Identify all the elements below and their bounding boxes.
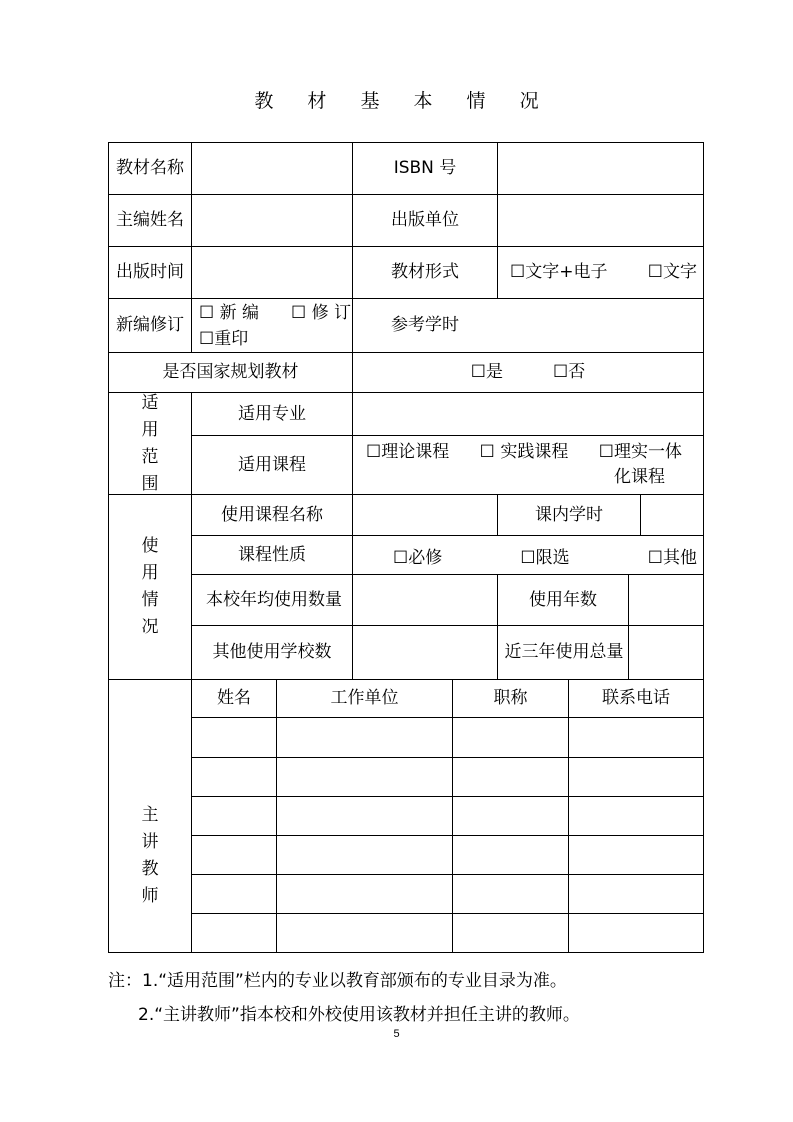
checkbox-icon: ☐ <box>290 303 307 323</box>
option-no[interactable]: ☐否 <box>553 362 586 382</box>
chief-editor-label: 主编姓名 <box>116 210 184 230</box>
form-option-text-electronic[interactable]: ☐文字+电子 <box>510 262 608 282</box>
teacher-header-name: 姓名 <box>217 688 251 708</box>
pub-date-label: 出版时间 <box>116 262 184 282</box>
national-plan-label: 是否国家规划教材 <box>162 362 299 382</box>
page-title: 教 材 基 本 情 况 <box>254 90 553 112</box>
publisher-label: 出版单位 <box>391 210 459 230</box>
major-field[interactable] <box>353 393 703 435</box>
course-label: 适用课程 <box>238 454 306 475</box>
edition-option-revised[interactable]: ☐ 修 订 <box>290 303 351 323</box>
checkbox-icon: ☐ <box>479 442 495 462</box>
table-line <box>108 952 704 953</box>
course-options-row <box>366 440 698 490</box>
checkbox-icon: ☐ <box>553 362 569 382</box>
nature-option-other[interactable]: ☐其他 <box>647 547 697 568</box>
nature-option-limited[interactable]: ☐限选 <box>520 547 570 568</box>
edition-type-options <box>199 300 351 352</box>
note-1: 注：1.“适用范围”栏内的专业以教育部颁布的专业目录为准。 <box>108 971 567 991</box>
course-type-options <box>366 440 698 490</box>
checkbox-icon: ☐ <box>199 303 215 323</box>
checkbox-icon: ☐ <box>393 547 409 568</box>
checkbox-icon: ☐ <box>470 362 486 382</box>
table-line <box>191 757 704 758</box>
usage-label: 使 用 情 况 <box>141 536 159 637</box>
course-name-field[interactable] <box>353 495 497 535</box>
form-option-text[interactable]: ☐文字 <box>647 262 697 282</box>
course-name-label: 使用课程名称 <box>221 504 323 525</box>
course-nature-options <box>393 536 697 574</box>
edition-option-new[interactable]: ☐ 新 编 <box>199 303 260 323</box>
table-line <box>191 874 704 875</box>
other-schools-field[interactable] <box>353 626 497 679</box>
table-line <box>703 142 704 953</box>
teacher-header-phone: 联系电话 <box>602 688 670 708</box>
course-option-practice[interactable]: ☐ 实践课程 <box>479 442 569 462</box>
table-line <box>452 679 453 953</box>
edition-type-label: 新编修订 <box>116 315 184 335</box>
table-line <box>276 679 277 953</box>
checkbox-icon: ☐ <box>520 547 536 568</box>
ref-hours-field[interactable] <box>498 299 703 352</box>
teacher-header-workplace: 工作单位 <box>330 688 399 708</box>
nature-option-required[interactable]: ☐必修 <box>393 547 443 568</box>
three-year-total-label: 近三年使用总量 <box>504 642 624 662</box>
checkbox-icon: ☐ <box>199 329 215 349</box>
publisher-field[interactable] <box>498 195 703 246</box>
years-used-field[interactable] <box>629 575 703 625</box>
teachers-label: 主 讲 教 师 <box>141 805 159 906</box>
in-class-hours-label: 课内学时 <box>535 504 603 525</box>
table-line <box>191 913 704 914</box>
isbn-field[interactable] <box>498 143 703 194</box>
years-used-label: 使用年数 <box>529 589 597 610</box>
table-line <box>191 717 704 718</box>
textbook-form-label: 教材形式 <box>391 262 459 282</box>
table-line <box>352 535 353 575</box>
course-option-integrated[interactable]: ☐理实一体化课程 <box>598 442 682 487</box>
isbn-label: ISBN 号 <box>393 158 457 178</box>
textbook-name-label: 教材名称 <box>116 158 184 178</box>
checkbox-icon: ☐ <box>510 262 526 282</box>
table-line <box>191 835 704 836</box>
course-nature-label: 课程性质 <box>238 544 306 565</box>
ref-hours-label: 参考学时 <box>391 315 459 335</box>
scope-label: 适 用 范 围 <box>141 392 159 494</box>
annual-use-field[interactable] <box>353 575 497 625</box>
checkbox-icon: ☐ <box>647 547 663 568</box>
other-schools-label: 其他使用学校数 <box>212 642 332 662</box>
table-line <box>568 679 569 953</box>
table-line <box>191 796 704 797</box>
edition-option-reprint[interactable]: ☐重印 <box>199 329 249 349</box>
checkbox-icon: ☐ <box>647 262 663 282</box>
option-yes[interactable]: ☐是 <box>470 362 503 382</box>
page-number: 5 <box>393 1028 400 1040</box>
checkbox-icon: ☐ <box>366 442 382 462</box>
in-class-hours-field[interactable] <box>641 495 703 535</box>
checkbox-icon: ☐ <box>598 442 614 462</box>
teacher-header-title: 职称 <box>493 688 528 708</box>
chief-editor-field[interactable] <box>192 195 352 246</box>
edition-options-row <box>199 300 351 326</box>
note-2: 2.“主讲教师”指本校和外校使用该教材并担任主讲的教师。 <box>138 1005 580 1025</box>
textbook-name-field[interactable] <box>192 143 352 194</box>
major-label: 适用专业 <box>238 403 306 424</box>
pub-date-field[interactable] <box>192 247 352 298</box>
textbook-form-options <box>498 247 703 298</box>
annual-use-label: 本校年均使用数量 <box>206 589 342 610</box>
national-plan-options <box>353 353 703 392</box>
three-year-total-field[interactable] <box>629 626 703 679</box>
course-option-theory[interactable]: ☐理论课程 <box>366 442 450 462</box>
